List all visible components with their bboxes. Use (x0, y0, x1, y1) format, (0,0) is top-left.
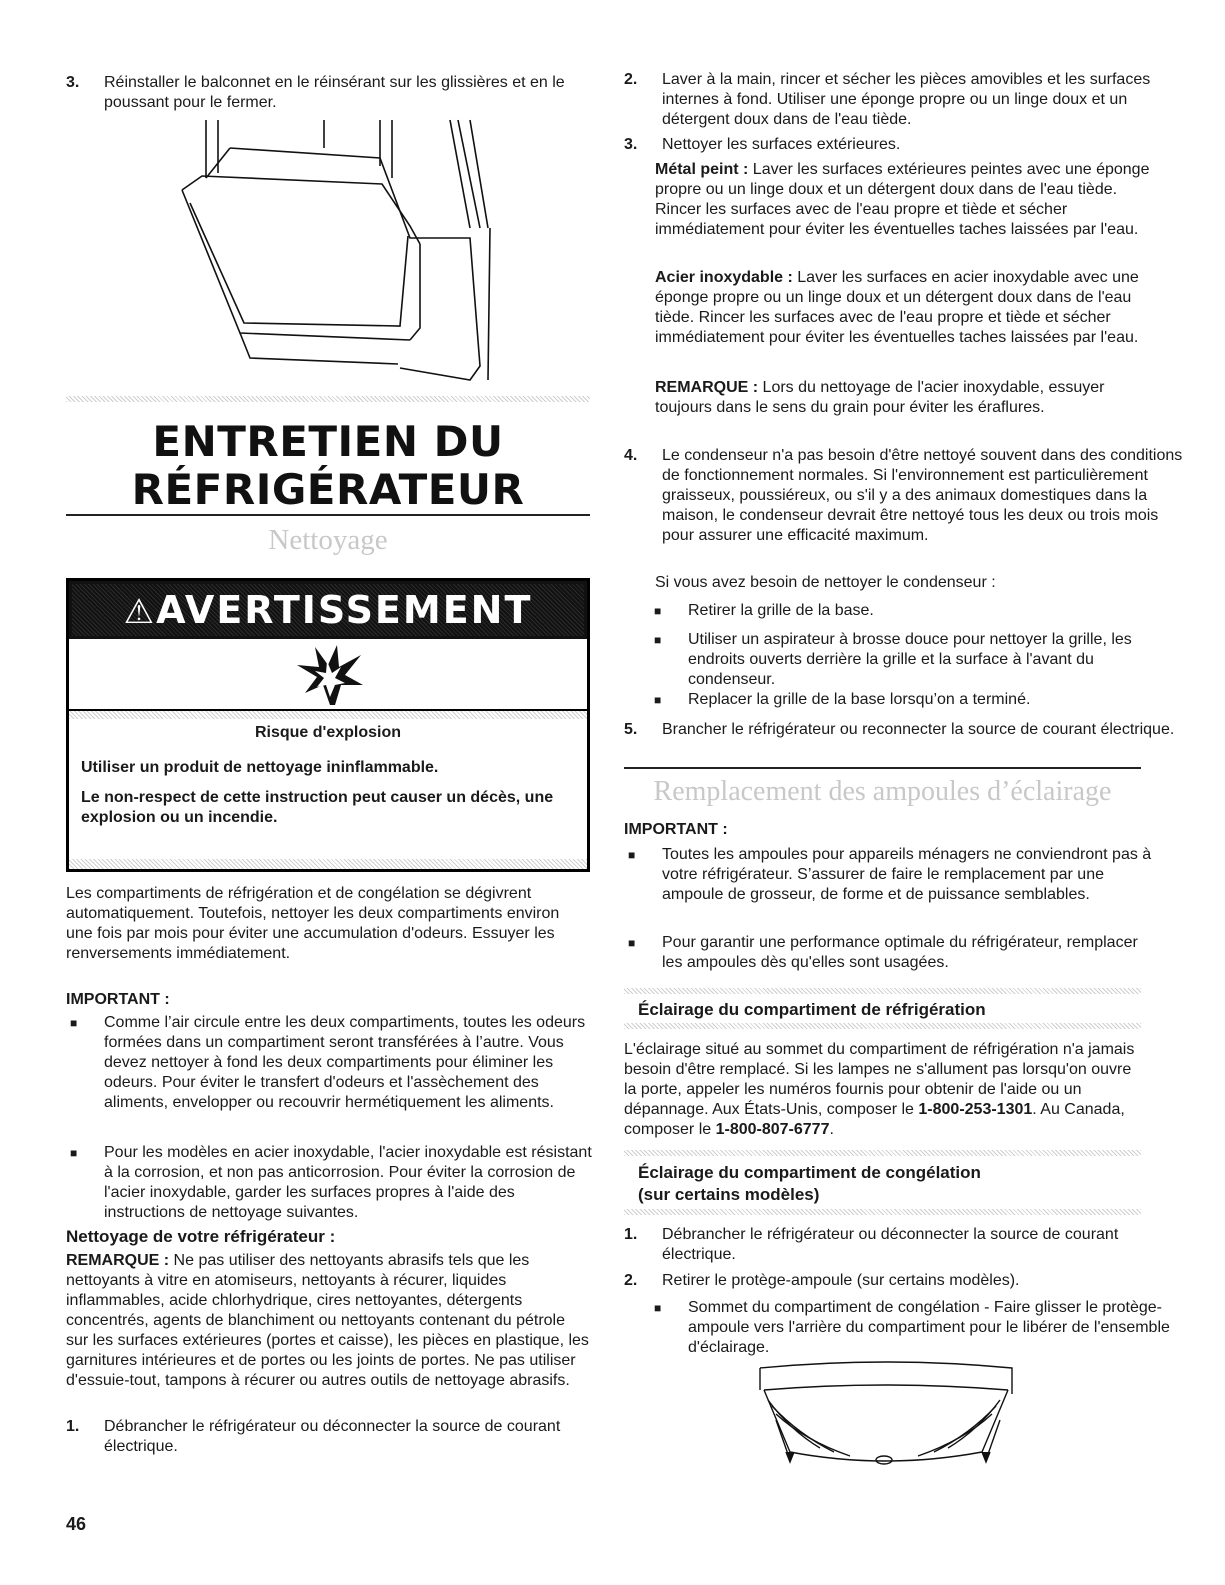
step-number: 3. (66, 74, 80, 91)
phone-ca: 1-800-807-6777 (715, 1121, 830, 1138)
refrig-light-paragraph: L'éclairage situé au sommet du compartiment de réfrigération n'a jamais besoin d'être remplacé. Si les lampes ne s'allument pas lorsqu'on ouvre la porte, appeler les numéros fournis pour obtenir de l'aide ou un dépannage. Aux États-Unis, composer le 1-800-253-1301. Au Canada, composer le 1-800-807-6777. (624, 1041, 1135, 1138)
step-3-exterior: 3. Nettoyer les surfaces extérieures. (624, 136, 901, 153)
section-title-ampoules: Remplacement des ampoules d’éclairage (653, 776, 1112, 807)
intro-paragraph: Les compartiments de réfrigération et de congélation se dégivrent automatiquement. Toutefois, nettoyer les deux compartiments environ une fois par mois pour éviter une accumulation d'odeurs. Essuyer les renversements immédiatement. (66, 885, 560, 962)
warning-header (69, 581, 587, 639)
door-bin-illustration (170, 118, 500, 386)
acier-paragraph: Acier inoxydable : Laver les surfaces en acier inoxydable avec une éponge propre ou un linge doux et un détergent doux dans de l'eau tiède. Rincer les surfaces avec de l'eau propre et tiède et sécher immédiatement pour éviter les éventuelles taches laissées par l'eau. (655, 269, 1139, 346)
list-item: ■ Sommet du compartiment de congélation - Faire glisser le protège-ampoule vers l'arrière du compartiment pour le libérer de l'ensemble d'éclairage. (650, 1298, 1178, 1358)
step-5-plug: 5. Brancher le réfrigérateur ou reconnecter la source de courant électrique. (624, 721, 1175, 738)
chapter-title (66, 418, 590, 514)
page-number: 46 (66, 1514, 87, 1534)
warning-instruction: Utiliser un produit de nettoyage ininflammable. (81, 759, 439, 776)
cleaning-remarque: REMARQUE : Ne pas utiliser des nettoyants abrasifs tels que les nettoyants à vitre en atomiseurs, nettoyants à récurer, liquides inflammables, acide chlorhydrique, cires nettoyantes, détergents concentrés, agents de blanchiment ou nettoyants contenant du pétrole sur les surfaces extérieures (portes et caisse), les pièces en plastique, les garnitures intérieures et de portes ou les joints de portes. Ne pas utiliser d'essuie-tout, tampons à récurer ou autres outils de nettoyage abrasifs. (66, 1252, 589, 1389)
warning-consequence: Le non-respect de cette instruction peut causer un décès, une explosion ou un incendie. (81, 789, 554, 826)
section-rule (66, 514, 590, 516)
warning-hazard: Risque d'explosion (254, 724, 402, 741)
freezer-light-heading-line2: (sur certains modèles) (638, 1185, 820, 1204)
subheading-rule (624, 988, 1141, 994)
subheading-rule (624, 1023, 1141, 1029)
step-text: Réinstaller le balconnet en le réinsérant sur les glissières et en le poussant pour le fermer. (104, 74, 565, 111)
important-label: IMPORTANT : (624, 821, 728, 838)
subheading-rule (624, 1209, 1141, 1215)
list-item: ■ Pour garantir une performance optimale du réfrigérateur, remplacer les ampoules dès qu'elles sont usagées. (624, 933, 1152, 973)
condenser-intro: Si vous avez besoin de nettoyer le condenseur : (655, 574, 996, 591)
chapter-title-line1: ENTRETIEN DU (152, 417, 504, 466)
step-2-wash: 2. Laver à la main, rincer et sécher les pièces amovibles et les surfaces internes à fond. Utiliser une éponge propre ou un linge doux et un détergent doux dans de l'eau tiède. (624, 71, 1151, 128)
step-1-unplug: 1. Débrancher le réfrigérateur ou déconnecter la source de courant électrique. (66, 1418, 561, 1455)
cleaning-heading: Nettoyage de votre réfrigérateur : (66, 1227, 336, 1246)
explosion-icon (295, 645, 365, 707)
section-title-nettoyage: Nettoyage (268, 524, 388, 556)
list-item: ■ Comme l’air circule entre les deux compartiments, toutes les odeurs formées dans un compartiment seront transférées à l’autre. Vous devez nettoyer à fond les deux compartiments pour éliminer les odeurs. Pour éviter le transfert d'odeurs et l'assèchement des aliments, envelopper ou recouvrir hermétiquement les aliments. (66, 1013, 594, 1113)
freezer-light-heading-line1: Éclairage du compartiment de congélation (638, 1163, 981, 1182)
list-item: ■ Retirer la grille de la base. (650, 601, 1148, 621)
title-divider (66, 396, 590, 402)
refrig-light-heading: Éclairage du compartiment de réfrigération (638, 1000, 986, 1019)
list-item: ■ Toutes les ampoules pour appareils ménagers ne conviendront pas à votre réfrigérateur. S’assurer de faire le remplacement par une ampoule de grosseur, de forme et de puissance semblables. (624, 845, 1152, 905)
subheading-rule (624, 1150, 1141, 1156)
freezer-step-1: 1. Débrancher le réfrigérateur ou déconnecter la source de courant électrique. (624, 1226, 1119, 1263)
section-rule (624, 767, 1141, 769)
warning-triangle-icon: ⚠ (123, 592, 157, 632)
light-shield-illustration (750, 1360, 1020, 1480)
warning-title: ⚠AVERTISSEMENT (123, 588, 533, 632)
step-4-condenser: 4. Le condenseur n'a pas besoin d'être nettoyé souvent dans des conditions de fonctionnement normales. Si l'environnement est particulièrement graisseux, poussiéreux, ou s'il y a des animaux domestiques dans la maison, le condenseur devrait être nettoyé tous les deux ou trois mois pour assurer une efficacité maximum. (624, 447, 1183, 544)
phone-us: 1-800-253-1301 (918, 1101, 1033, 1118)
step-3-reinstall (66, 73, 634, 113)
remarque-paragraph: REMARQUE : Lors du nettoyage de l'acier inoxydable, essuyer toujours dans le sens du grain pour éviter les éraflures. (655, 379, 1105, 416)
warning-box (66, 578, 590, 872)
list-item: ■ Utiliser un aspirateur à brosse douce pour nettoyer la grille, les endroits ouverts derrière la grille et la surface à l'avant du condenseur. (650, 630, 1148, 690)
chapter-title-line2: RÉFRIGÉRATEUR (131, 465, 525, 514)
important-label: IMPORTANT : (66, 991, 170, 1008)
metal-peint-paragraph: Métal peint : Laver les surfaces extérieures peintes avec une éponge propre ou un linge doux et un détergent doux dans de l'eau tiède. Rincer les surfaces avec de l'eau propre et tiède et sécher immédiatement pour éviter les éventuelles taches laissées par l'eau. (655, 161, 1150, 238)
freezer-step-2: 2. Retirer le protège-ampoule (sur certains modèles). (624, 1272, 1020, 1289)
list-item: ■ Pour les modèles en acier inoxydable, l'acier inoxydable est résistant à la corrosion, et non pas anticorrosion. Pour éviter la corrosion de l'acier inoxydable, garder les surfaces propres à l'aide des instructions de nettoyage suivantes. (66, 1143, 594, 1223)
list-item: ■ Replacer la grille de la base lorsqu’on a terminé. (650, 690, 1148, 710)
